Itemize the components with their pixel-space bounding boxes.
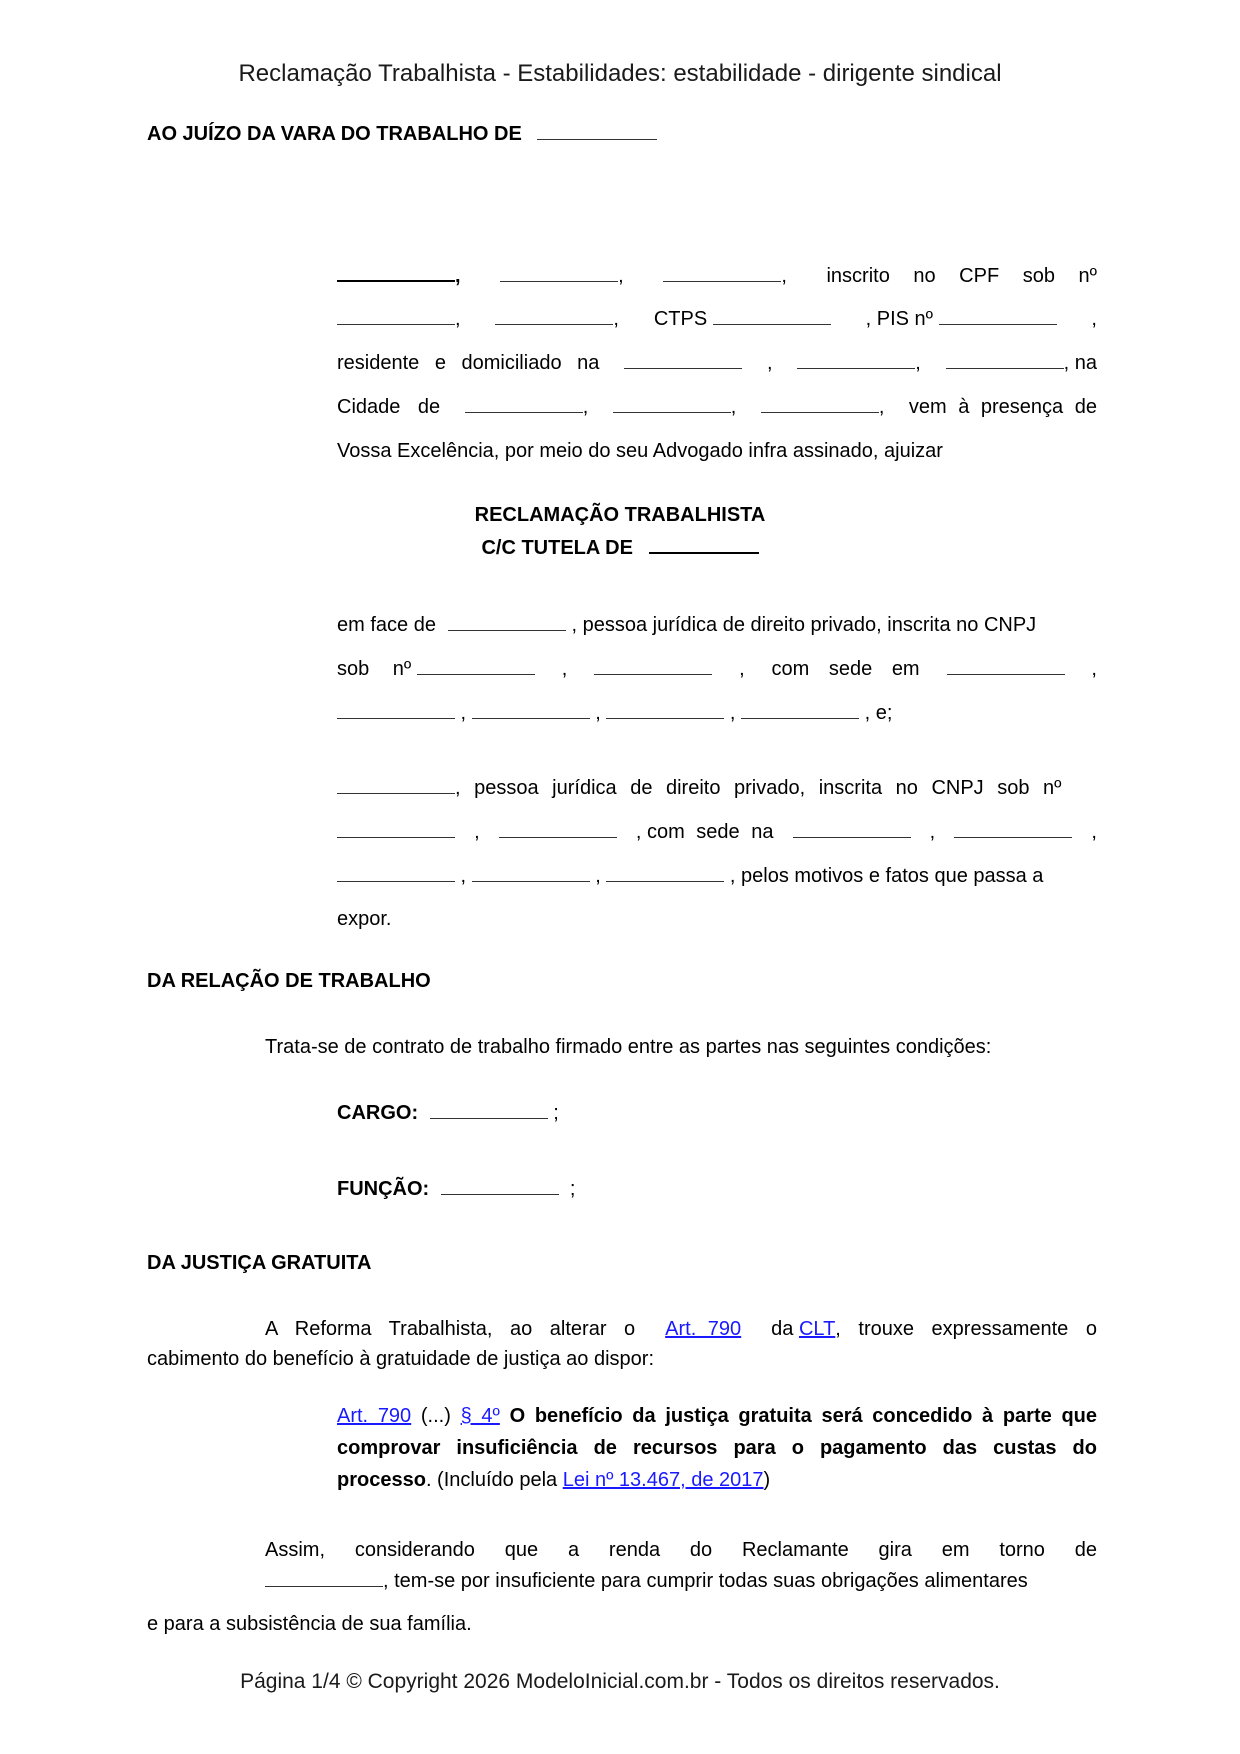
blank-field [663, 263, 781, 282]
tutela-label: C/C TUTELA DE [481, 537, 633, 559]
blank-field [265, 1568, 383, 1587]
presence-text: vem à presença de [908, 396, 1097, 418]
defendant2-end: , pelos motivos e fatos que passa a [729, 865, 1044, 887]
sob-label: sob nº [337, 658, 412, 680]
blank-field [337, 775, 455, 794]
blank-field [337, 262, 455, 282]
blank-field [337, 700, 455, 719]
blank-field [606, 700, 724, 719]
section-heading-justice: DA JUSTIÇA GRATUITA [147, 1252, 372, 1274]
defendant2-line-3: , , , pelos motivos e fatos que passa a [337, 863, 1043, 888]
pis-label: PIS nº [876, 308, 933, 330]
blank-field [495, 306, 613, 325]
blank-field [741, 700, 859, 719]
defendant2-line-2: , , com sede na , , [337, 819, 1097, 844]
funcao-label: FUNÇÃO: [337, 1178, 430, 1200]
law-13467-link[interactable]: Lei nº 13.467, de 2017 [562, 1469, 764, 1491]
blank-field [954, 819, 1072, 838]
blank-field [939, 306, 1057, 325]
blank-field [441, 1176, 559, 1195]
court-address-text: AO JUÍZO DA VARA DO TRABALHO DE [147, 123, 522, 145]
blank-field [430, 1100, 548, 1119]
work-intro: Trata-se de contrato de trabalho firmado entre as partes nas seguintes condições: [265, 1036, 992, 1058]
quote-bold-text: O benefício da justiça gratuita será concedido à parte que comprovar insuficiência de recursos para o pagamento das custas do processo [337, 1405, 1097, 1491]
blank-field [465, 394, 583, 413]
legal-quote [337, 1400, 1097, 1496]
justice-para2-line2 [265, 1568, 1028, 1593]
clt-link[interactable]: CLT [798, 1318, 836, 1340]
blank-field [946, 350, 1064, 369]
blank-field [713, 306, 831, 325]
blank-field [472, 700, 590, 719]
blank-field [797, 350, 915, 369]
reform-text: A Reforma Trabalhista, ao alterar o [265, 1318, 636, 1340]
brought-text: , trouxe expressamente o [835, 1318, 1097, 1340]
defendant2-line-4: expor. [337, 908, 392, 930]
blank-field [417, 656, 535, 675]
action-subtitle [0, 534, 1240, 560]
funcao-line: FUNÇÃO: ; [337, 1178, 576, 1200]
blank-field [624, 350, 742, 369]
insufficient-text: , tem-se por insuficiente para cumprir todas suas obrigações alimentares [383, 1570, 1028, 1592]
cargo-label: CARGO: [337, 1102, 419, 1124]
quote-included-text: . (Incluído pela [425, 1469, 558, 1491]
justice-para1-line1 [265, 1317, 1097, 1341]
defendant1-line-1 [337, 612, 1036, 637]
page-footer: Página 1/4 © Copyright 2026 ModeloInicial.com.br - Todos os direitos reservados. [240, 1670, 1000, 1693]
action-title: RECLAMAÇÃO TRABALHISTA [474, 504, 766, 526]
blank-field [613, 394, 731, 413]
city-label: Cidade de [337, 396, 441, 418]
plaintiff-line-4: Cidade de , , , vem à presença de [337, 396, 1097, 418]
defendant1-desc: , pessoa jurídica de direito privado, inscrita no CNPJ [571, 614, 1037, 636]
defendant2-desc: , pessoa jurídica de direito privado, inscrita no CNPJ sob nº [455, 777, 1062, 799]
blank-field [337, 863, 455, 882]
plaintiff-line-5: Vossa Excelência, por meio do seu Advogado infra assinado, ajuizar [337, 440, 943, 462]
blank-field [594, 656, 712, 675]
quote-ellipsis: (...) [420, 1405, 451, 1427]
justice-para2-line1: Assim, considerando que a renda do Reclamante gira em torno de [265, 1539, 1097, 1561]
court-address-line [147, 121, 657, 146]
quote-art-790-link[interactable]: Art. 790 [337, 1405, 412, 1427]
blank-field [500, 263, 618, 282]
blank-field [606, 863, 724, 882]
justice-para2-line3: e para a subsistência de sua família. [147, 1613, 472, 1635]
defendant1-line-3: , , , , e; [337, 700, 892, 725]
section-heading-work: DA RELAÇÃO DE TRABALHO [147, 970, 431, 992]
ctps-label: CTPS [653, 308, 708, 330]
blank-field [649, 534, 759, 554]
document-header-title: Reclamação Trabalhista - Estabilidades: estabilidade - dirigente sindical [238, 60, 1002, 87]
plaintiff-line-3: residente e domiciliado na , , , na [337, 352, 1097, 374]
defendant1-end: , e; [864, 702, 893, 724]
art-790-link[interactable]: Art. 790 [665, 1318, 742, 1340]
blank-field [337, 819, 455, 838]
blank-field [337, 306, 455, 325]
blank-field [499, 819, 617, 838]
defendant1-line-2: sob nº , , com sede em , [337, 658, 1097, 680]
sede-label-2: com sede na [646, 821, 774, 843]
paragraph-4-link[interactable]: § 4º [460, 1405, 500, 1427]
court-blank [537, 121, 657, 140]
plaintiff-line-1: , , , inscrito no CPF sob nº [337, 262, 1097, 288]
sede-label: com sede em [771, 658, 920, 680]
blank-field [472, 863, 590, 882]
blank-field [793, 819, 911, 838]
da-text: da [771, 1318, 794, 1340]
plaintiff-line-2: , , CTPS , PIS nº , [337, 306, 1097, 331]
blank-field [761, 394, 879, 413]
cargo-line: CARGO: ; [337, 1102, 559, 1124]
quote-close: ) [763, 1469, 771, 1491]
na-text: na [1074, 352, 1097, 374]
defendant2-line-1 [337, 775, 1097, 800]
cpf-label: inscrito no CPF sob nº [826, 265, 1097, 287]
justice-para1-line2: cabimento do benefício à gratuidade de justiça ao dispor: [147, 1348, 655, 1370]
face-label: em face de [337, 614, 436, 636]
blank-field [448, 612, 566, 631]
residence-label: residente e domiciliado na [337, 352, 600, 374]
blank-field [947, 656, 1065, 675]
